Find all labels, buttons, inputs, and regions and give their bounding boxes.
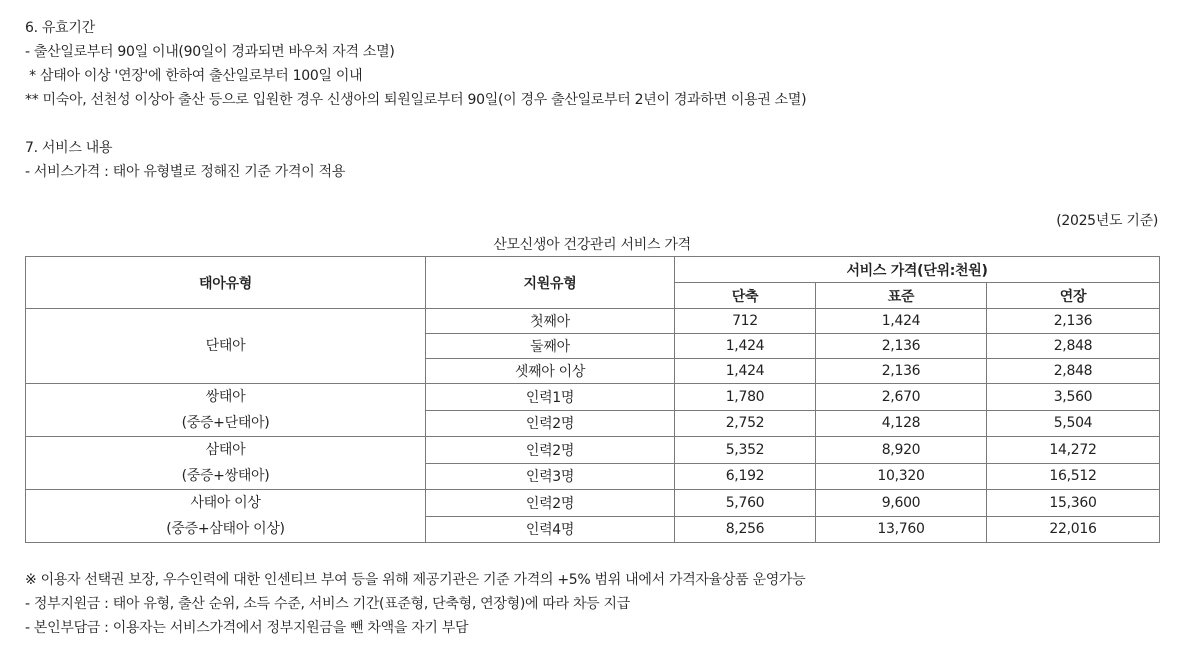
- table-row: [26, 437, 1160, 464]
- header-extended: 연장: [987, 283, 1160, 309]
- standard-price-cell: 2,136: [816, 359, 987, 384]
- standard-price-cell: 13,760: [816, 516, 987, 543]
- support-type-cell: 인력1명: [426, 384, 675, 411]
- extended-price-cell: 15,360: [987, 490, 1160, 517]
- standard-price-cell: 9,600: [816, 490, 987, 517]
- support-type-cell: 인력2명: [426, 490, 675, 517]
- table-caption: 산모신생아 건강관리 서비스 가격: [493, 237, 691, 253]
- fetus-type-name: 삼태아: [205, 442, 246, 458]
- standard-price-cell: 1,424: [816, 309, 987, 334]
- extended-price-cell: 16,512: [987, 463, 1160, 490]
- fetus-type-name: 쌍태아: [205, 389, 246, 405]
- short-price-cell: 5,352: [675, 437, 816, 464]
- section6-title: 6. 유효기간: [25, 20, 95, 36]
- extended-price-cell: 3,560: [987, 384, 1160, 411]
- header-short: 단축: [675, 283, 816, 309]
- fetus-type-detail: (중증+삼태아 이상): [166, 521, 285, 537]
- extended-price-cell: 2,848: [987, 359, 1160, 384]
- extended-price-cell: 14,272: [987, 437, 1160, 464]
- extended-price-cell: 2,136: [987, 309, 1160, 334]
- extended-price-cell: 5,504: [987, 410, 1160, 437]
- section7-line: - 서비스가격 : 태아 유형별로 정해진 기준 가격이 적용: [25, 164, 346, 180]
- section6-line-2: * 삼태아 이상 '연장'에 한하여 출산일로부터 100일 이내: [25, 68, 363, 84]
- fetus-type-name: 사태아 이상: [190, 495, 261, 511]
- footer-government-subsidy: - 정부지원금 : 태아 유형, 출산 순위, 소득 수준, 서비스 기간(표준형, 단축형, 연장형)에 따라 차등 지급: [25, 596, 631, 612]
- short-price-cell: 1,424: [675, 334, 816, 359]
- section7-title: 7. 서비스 내용: [25, 140, 113, 156]
- standard-price-cell: 4,128: [816, 410, 987, 437]
- support-type-cell: 둘째아: [426, 334, 675, 359]
- footer-note: ※ 이용자 선택권 보장, 우수인력에 대한 인센티브 부여 등을 위해 제공기관은 기준 가격의 +5% 범위 내에서 가격자율상품 운영가능: [25, 572, 806, 588]
- standard-price-cell: 8,920: [816, 437, 987, 464]
- fetus-type-name: 단태아: [205, 338, 246, 354]
- standard-price-cell: 2,670: [816, 384, 987, 411]
- fetus-type-detail: (중증+쌍태아): [181, 468, 270, 484]
- footer-self-payment: - 본인부담금 : 이용자는 서비스가격에서 정부지원금을 뺀 차액을 자기 부담: [25, 620, 469, 636]
- short-price-cell: 1,780: [675, 384, 816, 411]
- support-type-cell: 첫째아: [426, 309, 675, 334]
- fetus-type-cell: [26, 490, 426, 543]
- basis-note: (2025년도 기준): [1056, 213, 1158, 229]
- short-price-cell: 8,256: [675, 516, 816, 543]
- short-price-cell: 5,760: [675, 490, 816, 517]
- extended-price-cell: 22,016: [987, 516, 1160, 543]
- header-fetus-type: 태아유형: [26, 257, 426, 309]
- table-row: [26, 309, 1160, 334]
- fetus-type-cell: [26, 384, 426, 437]
- short-price-cell: 6,192: [675, 463, 816, 490]
- short-price-cell: 712: [675, 309, 816, 334]
- section6-line-1: - 출산일로부터 90일 이내(90일이 경과되면 바우처 자격 소멸): [25, 44, 395, 60]
- support-type-cell: 인력3명: [426, 463, 675, 490]
- support-type-cell: 인력4명: [426, 516, 675, 543]
- short-price-cell: 1,424: [675, 359, 816, 384]
- table-row: [26, 384, 1160, 411]
- support-type-cell: 셋째아 이상: [426, 359, 675, 384]
- support-type-cell: 인력2명: [426, 437, 675, 464]
- fetus-type-cell: [26, 309, 426, 384]
- table-row: [26, 490, 1160, 517]
- short-price-cell: 2,752: [675, 410, 816, 437]
- fetus-type-detail: (중증+단태아): [181, 415, 270, 431]
- standard-price-cell: 2,136: [816, 334, 987, 359]
- header-standard: 표준: [816, 283, 987, 309]
- header-support-type: 지원유형: [426, 257, 675, 309]
- section6-line-3: ** 미숙아, 선천성 이상아 출산 등으로 입원한 경우 신생아의 퇴원일로부터 90일(이 경우 출산일로부터 2년이 경과하면 이용권 소멸): [25, 92, 807, 108]
- standard-price-cell: 10,320: [816, 463, 987, 490]
- header-price-group: 서비스 가격(단위:천원): [675, 257, 1160, 283]
- price-table: [25, 256, 1160, 543]
- extended-price-cell: 2,848: [987, 334, 1160, 359]
- support-type-cell: 인력2명: [426, 410, 675, 437]
- fetus-type-cell: [26, 437, 426, 490]
